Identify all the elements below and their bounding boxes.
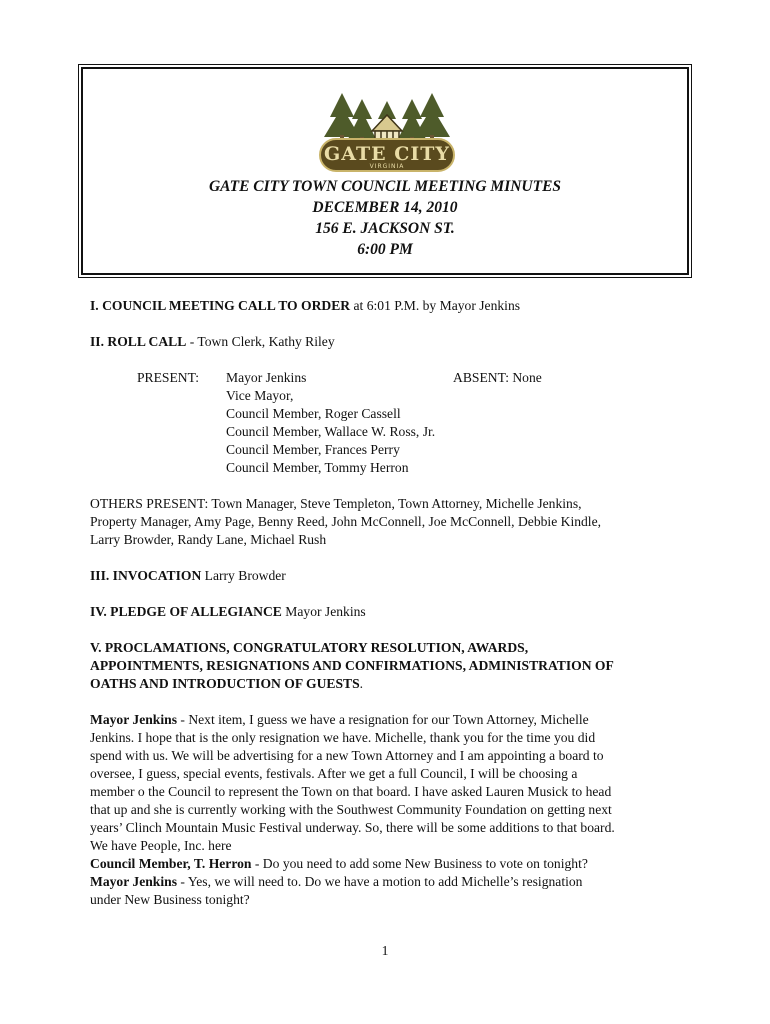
dialogue-entry-herron [90,855,690,873]
heading-line: APPOINTMENTS, RESIGNATIONS AND CONFIRMATIONS, ADMINISTRATION OF [90,658,614,673]
speaker-name: Mayor Jenkins [90,712,177,727]
section-heading: IV. PLEDGE OF ALLEGIANCE [90,604,282,619]
meeting-date: DECEMBER 14, 2010 [312,199,458,216]
title-line: GATE CITY TOWN COUNCIL MEETING MINUTES [208,178,562,195]
text-line: - Yes, we will need to. Do we have a motion to add Michelle’s resignation [177,874,583,889]
member-item: Council Member, Wallace W. Ross, Jr. [226,424,436,439]
text-line: spend with us. We will be advertising for a new Town Attorney and I am appointing a board to [90,748,604,763]
meeting-time: 6:00 PM [357,241,413,258]
header-box [81,67,689,275]
section-heading: II. ROLL CALL [90,334,187,349]
section-heading: I. COUNCIL MEETING CALL TO ORDER [90,298,351,313]
text-line: oversee, I guess, special events, festivals. After we get a full Council, I will be choosing a [90,766,578,781]
section-text: Mayor Jenkins [281,604,366,619]
text-line: Property Manager, Amy Page, Benny Reed, John McConnell, Joe McConnell, Debbie Kindle, [90,514,602,529]
dialogue [90,711,690,909]
roll-call [90,333,690,351]
pledge-of-allegiance [90,603,690,621]
invocation [90,567,690,585]
section-heading: III. INVOCATION [90,568,202,583]
logo-text: GATE CITY [324,143,450,165]
dialogue-entry-mayor [90,711,690,855]
call-to-order [90,297,690,315]
present-label: PRESENT: [137,370,200,385]
section-text: - Town Clerk, Kathy Riley [186,334,335,349]
heading-line: V. PROCLAMATIONS, CONGRATULATORY RESOLUTION, AWARDS, [90,640,529,655]
proclamations-heading [90,639,690,693]
dialogue-entry-mayor [90,873,690,909]
member-item: Council Member, Roger Cassell [226,406,401,421]
present-members-list [226,369,435,477]
speaker-name: Council Member, T. Herron [90,856,252,871]
page-number: 1 [381,943,389,958]
minutes-body [90,297,690,909]
member-item: Council Member, Tommy Herron [226,460,409,475]
member-item: Vice Mayor, [226,388,294,403]
meeting-address: 156 E. JACKSON ST. [315,220,455,237]
text-line: We have People, Inc. here [90,838,232,853]
text-line: under New Business tonight? [90,892,250,907]
section-text: at 6:01 P.M. by Mayor Jenkins [350,298,521,313]
text-line: Larry Browder, Randy Lane, Michael Rush [90,532,327,547]
heading-line: OATHS AND INTRODUCTION OF GUESTS [90,676,360,691]
section-text: Larry Browder [201,568,286,583]
logo-subtext: VIRGINIA [369,163,405,170]
member-item: Mayor Jenkins [226,370,307,385]
text-line: member o the Council to represent the Town on that board. I have asked Lauren Musick to head [90,784,612,799]
text-line: years’ Clinch Mountain Music Festival underway. So, there will be some additions to that board. [90,820,615,835]
gate-city-logo [312,91,462,177]
member-item: Council Member, Frances Perry [226,442,400,457]
text-line: Jenkins. I hope that is the only resignation we have. Michelle, thank you for the time you did [90,730,596,745]
attendance-block [90,369,690,477]
text-line: that up and she is currently working with the Southwest Community Foundation on getting next [90,802,612,817]
heading-period: . [359,676,364,691]
absent-label: ABSENT: None [453,370,542,385]
text-line: - Do you need to add some New Business to vote on tonight? [251,856,588,871]
others-present [90,495,690,549]
text-line: OTHERS PRESENT: Town Manager, Steve Templeton, Town Attorney, Michelle Jenkins, [90,496,582,511]
speaker-name: Mayor Jenkins [90,874,177,889]
document-title [83,176,687,260]
text-line: - Next item, I guess we have a resignation for our Town Attorney, Michelle [177,712,589,727]
